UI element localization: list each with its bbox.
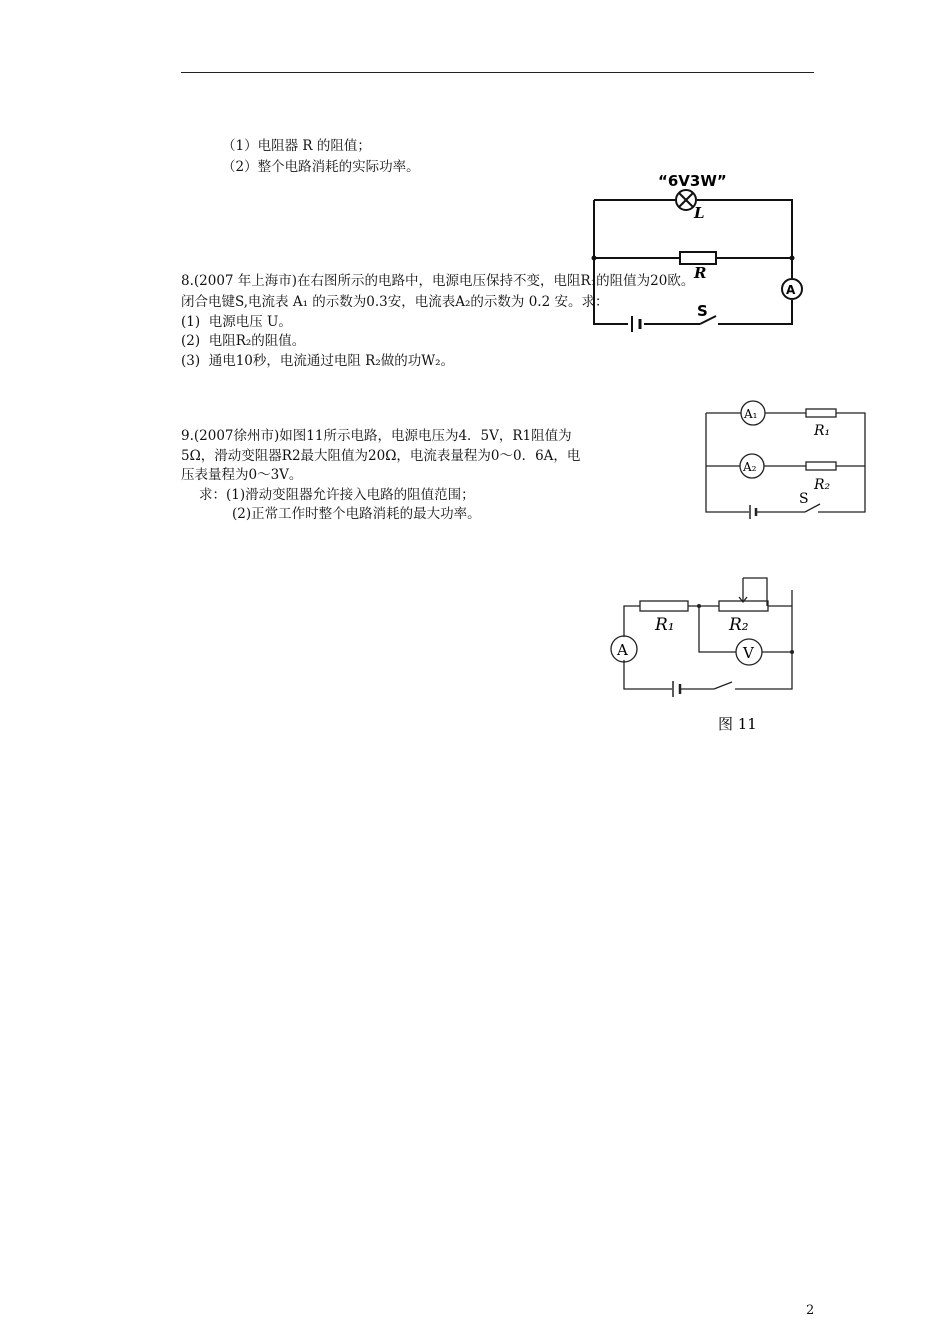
fig8-switch-label: S <box>799 491 809 507</box>
problem9-line2: 5Ω，滑动变阻器R2最大阻值为20Ω，电流表量程为0～0．6A，电 <box>181 448 581 464</box>
fig11-wire-left-bottom <box>624 660 672 689</box>
fig7-resistor-label: R <box>694 264 707 282</box>
fig7-bulb-label: L <box>694 204 705 222</box>
fig11-slider-wire <box>743 578 767 606</box>
problem7-question2: （2）整个电路消耗的实际功率。 <box>222 159 420 175</box>
fig11-rheostat-r2 <box>719 601 768 611</box>
fig7-ammeter-label: A <box>786 283 796 297</box>
fig8-a1-label: A₁ <box>744 407 758 421</box>
problem8-line1: 8.(2007 年上海市)在右图所示的电路中，电源电压保持不变，电阻R₁的阻值为20欧。 <box>181 273 695 289</box>
fig7-bulb-rating: “6V3W” <box>658 172 727 190</box>
fig11-resistor-r1 <box>640 601 688 611</box>
fig11-voltmeter-label: V <box>743 644 754 662</box>
fig11-switch-blade <box>714 682 732 689</box>
fig11-caption: 图 11 <box>718 715 757 733</box>
fig11-r1-label: R₁ <box>655 615 675 635</box>
fig11-node-b <box>790 650 794 654</box>
problem8-question2: (2) 电阻R₂的阻值。 <box>181 333 306 349</box>
problem7-question1: （1）电阻器 R 的阻值； <box>222 138 371 154</box>
problem9-line3: 压表量程为0～3V。 <box>181 467 303 483</box>
problem9-line1: 9.(2007徐州市)如图11所示电路，电源电压为4．5V，R1阻值为 <box>181 428 572 444</box>
problem9-question2: (2)正常工作时整个电路消耗的最大功率。 <box>232 506 481 522</box>
page-number: 2 <box>806 1303 815 1318</box>
fig11-wire-top-left <box>624 606 640 637</box>
fig11-node-a <box>697 604 701 608</box>
fig8-a2-label: A₂ <box>743 460 757 474</box>
fig11-r2-label: R₂ <box>729 615 749 635</box>
fig7-switch-label: S <box>697 302 708 320</box>
fig8-r1-label: R₁ <box>814 423 831 439</box>
problem8-question3: (3) 通电10秒，电流通过电阻 R₂做的功W₂。 <box>181 353 455 369</box>
problem8-line2: 闭合电键S,电流表 A₁ 的示数为0.3安，电流表A₂的示数为 0.2 安。求： <box>181 294 609 310</box>
fig8-r2-label: R₂ <box>814 477 831 493</box>
problem8-question1: (1) 电源电压 U。 <box>181 314 292 330</box>
problem9-question1: 求：(1)滑动变阻器允许接入电路的阻值范围； <box>199 487 475 503</box>
fig11-ammeter-label: A <box>617 641 628 659</box>
